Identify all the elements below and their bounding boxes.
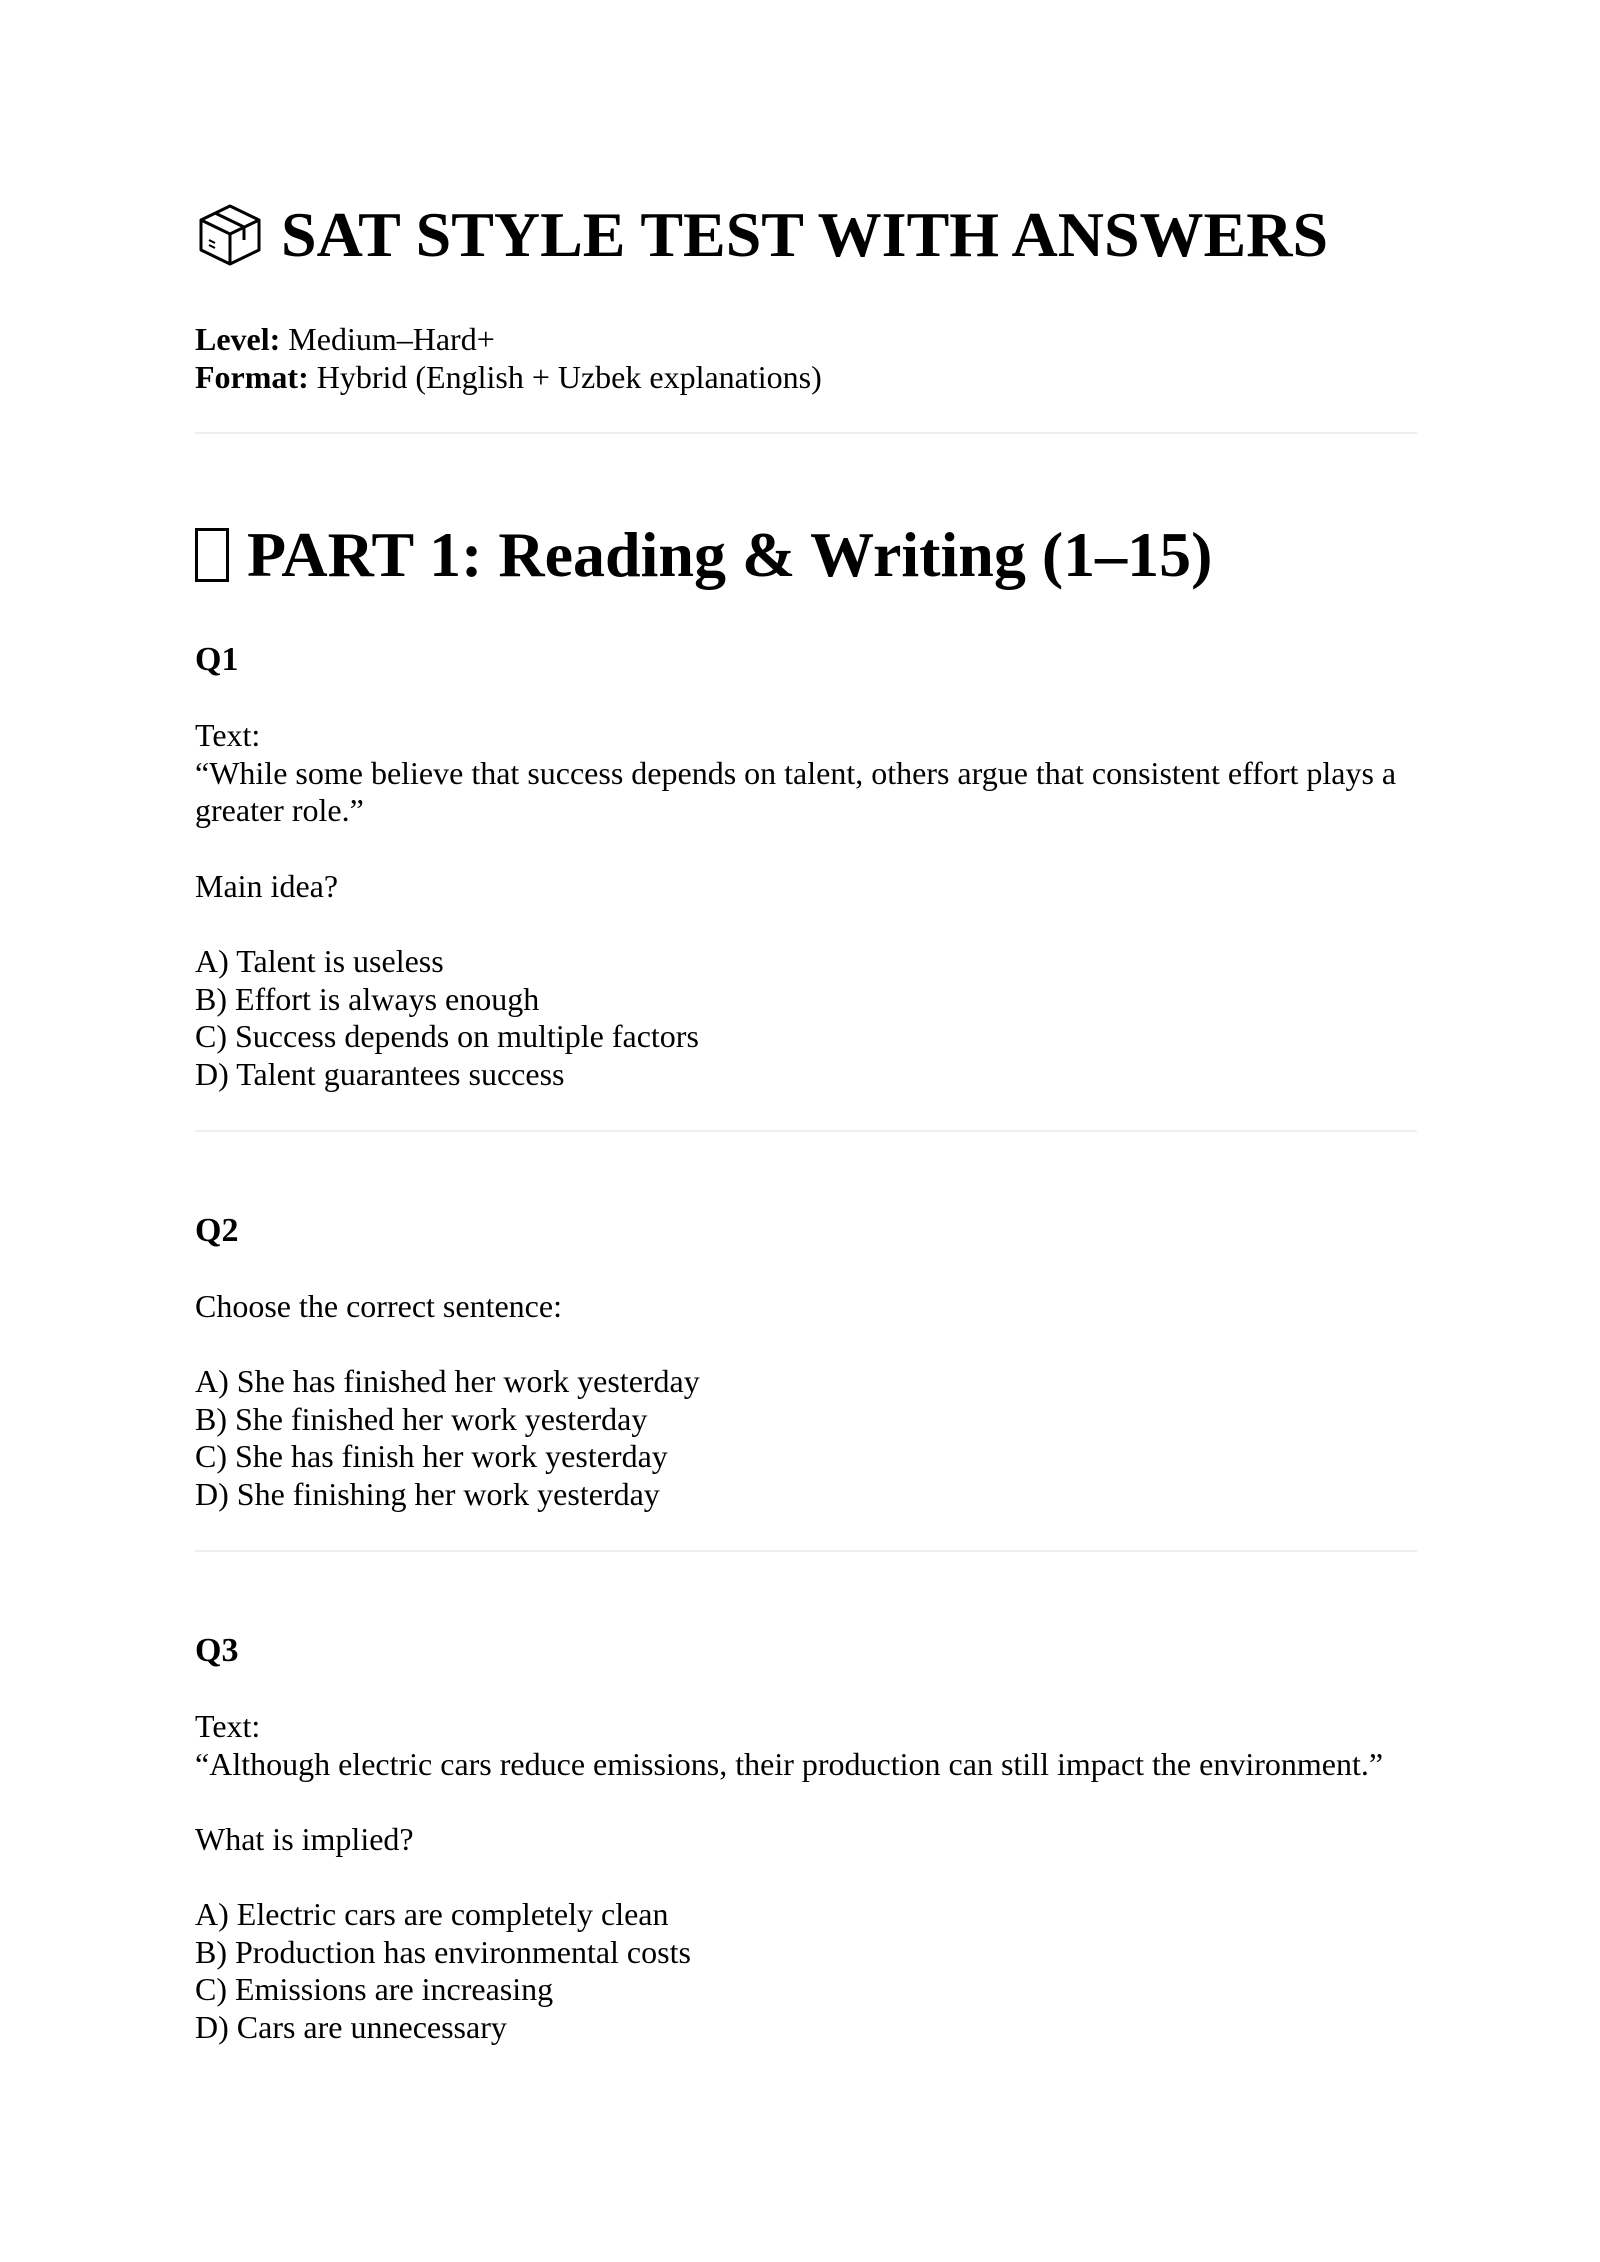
answer-option: A) Talent is useless xyxy=(195,943,444,979)
missing-glyph-icon xyxy=(195,528,229,582)
question-q1-passage xyxy=(195,717,1417,830)
question-q3-passage xyxy=(195,1708,1417,1783)
level-label: Level: xyxy=(195,321,281,357)
question-label-q2: Q2 xyxy=(195,1212,239,1249)
question-q1-prompt: Main idea? xyxy=(195,868,339,904)
document-meta xyxy=(195,320,822,396)
question-q1-options xyxy=(195,943,699,1093)
level-line xyxy=(195,320,822,358)
question-label-q1: Q1 xyxy=(195,641,239,678)
question-q3-prompt: What is implied? xyxy=(195,1821,414,1857)
answer-option: C) Success depends on multiple factors xyxy=(195,1018,699,1054)
passage-text: “While some believe that success depends on talent, others argue that consistent effort plays a greater role.” xyxy=(195,754,1397,828)
answer-option: C) She has finish her work yesterday xyxy=(195,1438,668,1474)
answer-option: A) Electric cars are completely clean xyxy=(195,1896,669,1932)
question-q2-options xyxy=(195,1363,700,1513)
level-value: Medium–Hard+ xyxy=(288,321,495,357)
question-q3-options xyxy=(195,1896,691,2046)
document-title xyxy=(195,200,1328,270)
divider xyxy=(195,1130,1417,1132)
answer-option: D) Cars are unnecessary xyxy=(195,2008,507,2045)
passage-text: “Although electric cars reduce emissions, their production can still impact the environment.” xyxy=(195,1745,1384,1782)
answer-option: D) Talent guarantees success xyxy=(195,1055,565,1092)
format-label: Format: xyxy=(195,359,309,395)
part-1-title-text: PART 1: Reading & Writing (1–15) xyxy=(247,519,1213,590)
format-value: Hybrid (English + Uzbek explanations) xyxy=(316,359,822,395)
answer-option: A) She has finished her work yesterday xyxy=(195,1363,700,1399)
format-line xyxy=(195,358,822,396)
divider xyxy=(195,432,1417,434)
answer-option: C) Emissions are increasing xyxy=(195,1971,554,2007)
divider xyxy=(195,1550,1417,1552)
part-1-title xyxy=(195,520,1212,590)
text-label: Text: xyxy=(195,1708,261,1744)
text-label: Text: xyxy=(195,717,261,753)
question-q2-prompt: Choose the correct sentence: xyxy=(195,1288,562,1324)
answer-option: D) She finishing her work yesterday xyxy=(195,1475,660,1512)
answer-option: B) Production has environmental costs xyxy=(195,1933,691,1970)
document-title-text: SAT STYLE TEST WITH ANSWERS xyxy=(281,199,1329,270)
package-box-icon xyxy=(195,200,265,270)
question-label-q3: Q3 xyxy=(195,1632,239,1669)
answer-option: B) She finished her work yesterday xyxy=(195,1400,648,1437)
answer-option: B) Effort is always enough xyxy=(195,980,540,1017)
